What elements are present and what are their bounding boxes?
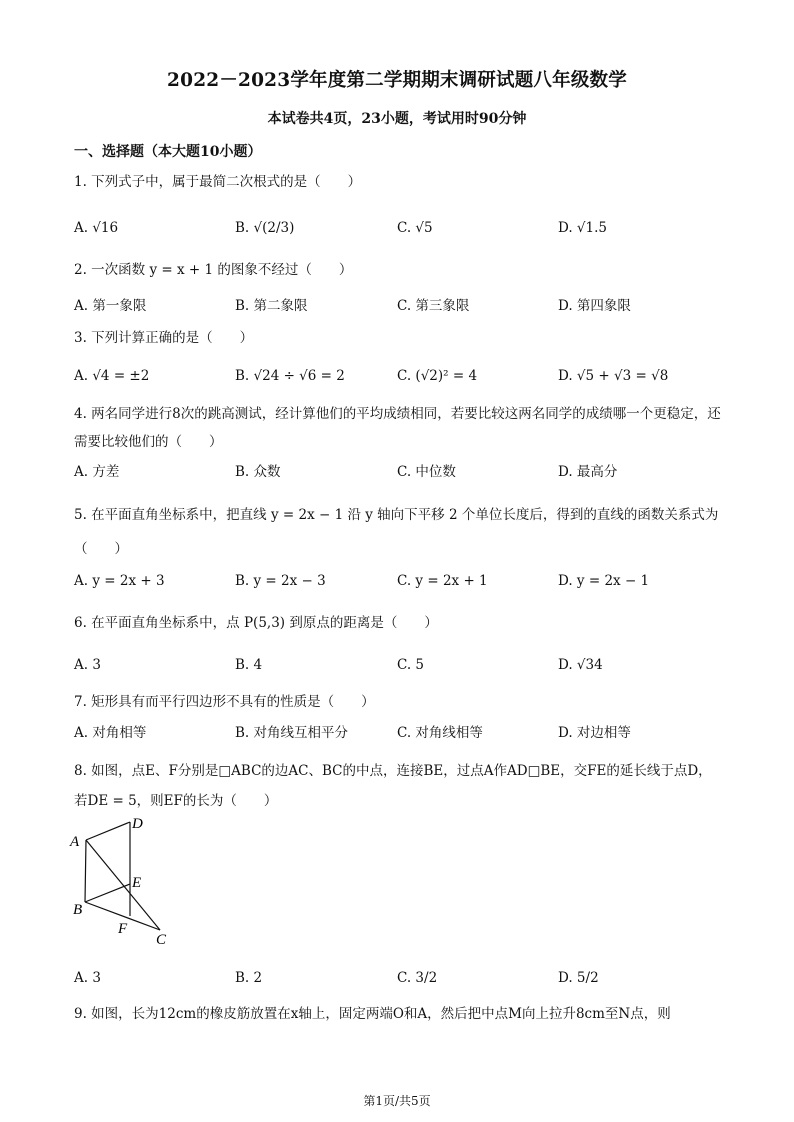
segment-be — [85, 884, 130, 902]
question-5: 5. 在平面直角坐标系中，把直线 y = 2x − 1 沿 y 轴向下平移 2 个单位长度后，得到的直线的函数关系式为（ ） — [74, 507, 719, 557]
q8-option-b: B. 2 — [235, 970, 263, 986]
question-3: 3. 下列计算正确的是（ ） — [74, 330, 254, 346]
question-1: 1. 下列式子中，属于最简二次根式的是（ ） — [74, 174, 362, 190]
triangle-figure — [68, 812, 188, 952]
q7-option-b: B. 对角线互相平分 — [235, 725, 349, 741]
question-6: 6. 在平面直角坐标系中，点 P(5,3) 到原点的距离是（ ） — [74, 615, 438, 631]
q2-option-b: B. 第二象限 — [235, 298, 308, 314]
q6-option-b: B. 4 — [235, 657, 263, 673]
label-d: D — [132, 816, 143, 832]
segment-ab — [85, 840, 86, 902]
q5-option-d: D. y = 2x − 1 — [558, 573, 650, 589]
q3-option-d: D. √5 + √3 = √8 — [558, 368, 669, 384]
question-2: 2. 一次函数 y = x + 1 的图象不经过（ ） — [74, 262, 353, 278]
q1-option-c: C. √5 — [397, 220, 433, 236]
q3-option-b: B. √24 ÷ √6 = 2 — [235, 368, 345, 384]
q5-option-a: A. y = 2x + 3 — [74, 573, 165, 589]
q8-option-c: C. 3/2 — [397, 970, 438, 986]
q1-option-a: A. √16 — [74, 220, 119, 236]
q5-option-b: B. y = 2x − 3 — [235, 573, 326, 589]
page-footer: 第1页/共5页 — [363, 1094, 431, 1108]
q8-option-d: D. 5/2 — [558, 970, 599, 986]
section-heading: 一、选择题（本大题10小题） — [74, 144, 262, 160]
label-a: A — [70, 834, 80, 850]
q7-option-c: C. 对角线相等 — [397, 725, 483, 741]
q2-option-a: A. 第一象限 — [74, 298, 147, 314]
segment-ad — [86, 822, 130, 840]
question-9: 9. 如图，长为12cm的橡皮筋放置在x轴上，固定两端O和A，然后把中点M向上拉升8cm至N点，则 — [74, 1006, 671, 1022]
page-subtitle: 本试卷共4页，23小题，考试用时90分钟 — [267, 111, 527, 127]
q3-option-c: C. (√2)² = 4 — [397, 368, 478, 384]
question-8: 8. 如图，点E、F分别是□ABC的边AC、BC的中点，连接BE，过点A作AD□BE，交FE的延长线于点D，若DE = 5，则EF的长为（ ） — [74, 763, 712, 809]
q4-option-d: D. 最高分 — [558, 464, 618, 480]
q6-option-a: A. 3 — [74, 657, 101, 673]
q8-option-a: A. 3 — [74, 970, 101, 986]
q6-option-c: C. 5 — [397, 657, 425, 673]
q1-option-b: B. √(2/3) — [235, 220, 295, 236]
label-f: F — [118, 921, 128, 937]
q4-option-b: B. 众数 — [235, 464, 281, 480]
q3-option-a: A. √4 = ±2 — [74, 368, 150, 384]
q1-option-d: D. √1.5 — [558, 220, 607, 236]
question-4: 4. 两名同学进行8次的跳高测试，经计算他们的平均成绩相同，若要比较这两名同学的成绩哪一个更稳定，还需要比较他们的（ ） — [74, 406, 721, 450]
q7-option-a: A. 对角相等 — [74, 725, 147, 741]
q2-option-c: C. 第三象限 — [397, 298, 470, 314]
q6-option-d: D. √34 — [558, 657, 603, 673]
label-c: C — [156, 932, 167, 948]
label-e: E — [132, 875, 142, 891]
q7-option-d: D. 对边相等 — [558, 725, 631, 741]
page-title: 2022－2023学年度第二学期期末调研试题八年级数学 — [167, 70, 627, 91]
q2-option-d: D. 第四象限 — [558, 298, 631, 314]
q4-option-c: C. 中位数 — [397, 464, 456, 480]
q4-option-a: A. 方差 — [74, 464, 120, 480]
question-7: 7. 矩形具有而平行四边形不具有的性质是（ ） — [74, 694, 375, 710]
q5-option-c: C. y = 2x + 1 — [397, 573, 488, 589]
label-b: B — [73, 902, 83, 918]
